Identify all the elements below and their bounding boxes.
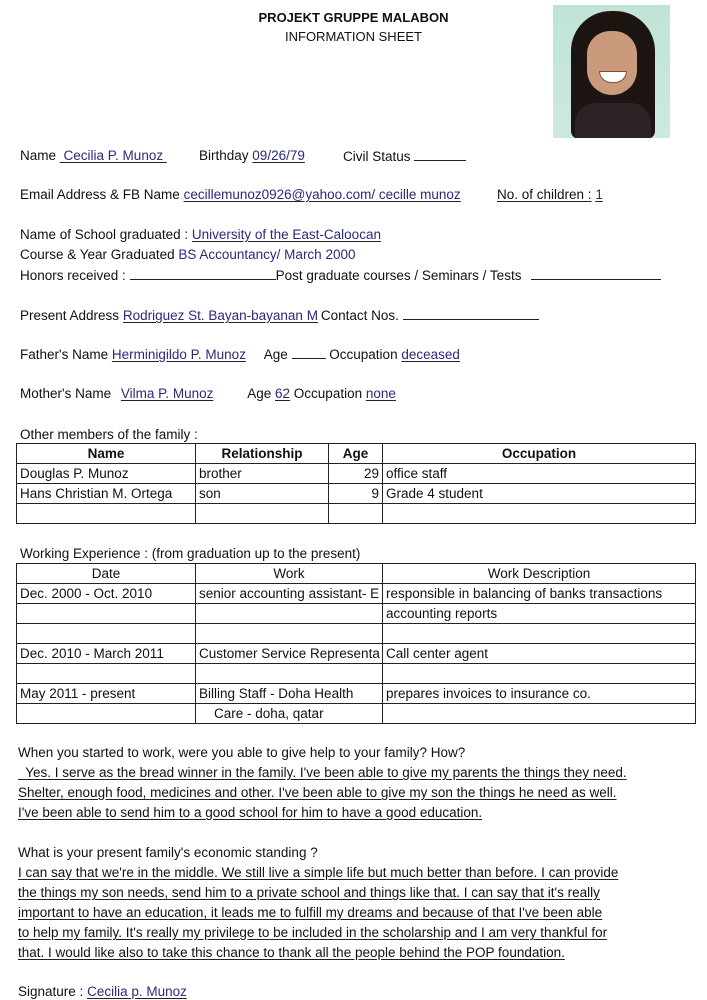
work-cell-work xyxy=(196,664,383,684)
father-value: Herminigildo P. Munoz xyxy=(111,347,246,362)
children-label: No. of children : xyxy=(497,187,592,202)
answer-2-line: the things my son needs, send him to a private school and things like that. I can say that it's really xyxy=(18,885,600,900)
work-cell-description xyxy=(383,624,696,644)
work-cell-description: responsible in balancing of banks transactions xyxy=(383,584,696,604)
table-row xyxy=(17,704,696,724)
work-cell-work xyxy=(196,604,383,624)
children-row xyxy=(497,187,603,202)
family-cell-relationship xyxy=(196,504,329,524)
work-cell-description xyxy=(383,704,696,724)
school-label: Name of School graduated : xyxy=(20,227,189,242)
honors-row xyxy=(20,267,661,283)
answer-1-line: Shelter, enough food, medicines and other. I've been able to give my son the things he need as well. xyxy=(18,785,617,800)
family-cell-age: 9 xyxy=(329,484,383,504)
honors-blank xyxy=(130,267,276,280)
mother-age-label: Age xyxy=(247,386,272,401)
birthday-row xyxy=(199,148,305,163)
work-cell-date xyxy=(17,604,196,624)
answer-2-line: to help my family. It's really my privilege to be included in the scholarship and I am very thankful for xyxy=(18,925,608,940)
work-cell-description: accounting reports xyxy=(383,604,696,624)
mother-row xyxy=(20,386,396,401)
family-cell-name xyxy=(17,504,196,524)
question-2-text: What is your present family's economic standing ? xyxy=(18,845,318,860)
work-cell-description: Call center agent xyxy=(383,644,696,664)
contact-label: Contact Nos. xyxy=(320,308,399,323)
question-1-text: When you started to work, were you able to give help to your family? How? xyxy=(18,745,466,760)
table-row xyxy=(17,624,696,644)
table-row xyxy=(17,584,696,604)
table-row xyxy=(17,484,696,504)
answer-2-line: important to have an education, it leads me to fulfill my dreams and because of that I've been able xyxy=(18,905,603,920)
civil-status-label: Civil Status xyxy=(343,149,411,164)
email-value: cecillemunoz0926@yahoo.com/ cecille munoz xyxy=(183,187,461,202)
work-cell-date xyxy=(17,704,196,724)
birthday-value: 09/26/79 xyxy=(252,148,305,163)
family-cell-occupation xyxy=(383,504,696,524)
mother-age-value: 62 xyxy=(275,386,291,401)
course-row xyxy=(20,247,355,262)
work-cell-work xyxy=(196,624,383,644)
table-row xyxy=(17,644,696,664)
work-cell-date xyxy=(17,664,196,684)
signature-value: Cecilia p. Munoz xyxy=(87,984,187,999)
table-row xyxy=(17,464,696,484)
course-label: Course & Year Graduated xyxy=(20,247,175,262)
family-cell-age: 29 xyxy=(329,464,383,484)
family-table xyxy=(16,443,696,524)
answer-2-line: I can say that we're in the middle. We still live a simple life but much better than before. I can provide xyxy=(18,865,619,880)
family-header-relationship: Relationship xyxy=(196,444,329,464)
work-cell-description: prepares invoices to insurance co. xyxy=(383,684,696,704)
answer-2-line: that. I would like also to take this chance to thank all the people behind the POP foundation. xyxy=(18,945,565,960)
work-caption: Working Experience : (from graduation up to the present) xyxy=(20,546,361,561)
course-value: BS Accountancy/ March 2000 xyxy=(178,247,356,262)
family-cell-age xyxy=(329,504,383,524)
address-label: Present Address xyxy=(20,308,120,323)
mother-label: Mother's Name xyxy=(20,386,112,401)
school-value: University of the East-Caloocan xyxy=(191,227,381,242)
family-header-occupation: Occupation xyxy=(383,444,696,464)
answer-1-line: I've been able to send him to a good school for him to have a good education. xyxy=(18,805,483,820)
mother-value: Vilma P. Munoz xyxy=(120,386,214,401)
family-cell-relationship: brother xyxy=(196,464,329,484)
work-header-date: Date xyxy=(17,564,196,584)
work-header-description: Work Description xyxy=(383,564,696,584)
signature-label: Signature : xyxy=(18,984,84,999)
work-cell-work: senior accounting assistant- E xyxy=(196,584,383,604)
address-value: Rodriguez St. Bayan-bayanan M xyxy=(122,308,318,323)
civil-status-blank xyxy=(414,148,466,161)
contact-blank xyxy=(403,307,539,320)
children-value: 1 xyxy=(595,187,603,202)
table-row xyxy=(17,504,696,524)
applicant-photo xyxy=(553,5,670,138)
email-row xyxy=(20,187,461,202)
work-cell-date: Dec. 2000 - Oct. 2010 xyxy=(17,584,196,604)
work-header-row xyxy=(17,564,696,584)
father-occupation-value: deceased xyxy=(401,347,460,362)
work-cell-date: Dec. 2010 - March 2011 xyxy=(17,644,196,664)
family-cell-occupation: Grade 4 student xyxy=(383,484,696,504)
honors-label: Honors received : xyxy=(20,268,126,283)
family-cell-name: Douglas P. Munoz xyxy=(17,464,196,484)
work-cell-work: Care - doha, qatar xyxy=(196,704,383,724)
family-caption: Other members of the family : xyxy=(20,427,198,442)
school-row xyxy=(20,227,381,242)
table-row xyxy=(17,664,696,684)
work-cell-date: May 2011 - present xyxy=(17,684,196,704)
father-row xyxy=(20,346,460,362)
form-subtitle: INFORMATION SHEET xyxy=(285,29,422,44)
work-header-work: Work xyxy=(196,564,383,584)
family-header-age: Age xyxy=(329,444,383,464)
signature-row xyxy=(18,984,187,999)
family-cell-relationship: son xyxy=(196,484,329,504)
name-value: Cecilia P. Munoz xyxy=(59,148,167,163)
table-row xyxy=(17,684,696,704)
father-age-label: Age xyxy=(263,347,288,362)
name-row xyxy=(20,148,167,163)
family-cell-name: Hans Christian M. Ortega xyxy=(17,484,196,504)
work-cell-work: Billing Staff - Doha Health xyxy=(196,684,383,704)
mother-occupation-value: none xyxy=(365,386,396,401)
work-table xyxy=(16,563,696,724)
father-label: Father's Name xyxy=(20,347,109,362)
birthday-label: Birthday xyxy=(199,148,249,163)
work-cell-work: Customer Service Representa xyxy=(196,644,383,664)
postgrad-label: Post graduate courses / Seminars / Tests xyxy=(275,268,522,283)
email-label: Email Address & FB Name xyxy=(20,187,180,202)
table-row xyxy=(17,604,696,624)
name-label: Name xyxy=(20,148,57,163)
form-title: PROJEKT GRUPPE MALABON xyxy=(258,10,449,25)
work-cell-description xyxy=(383,664,696,684)
family-cell-occupation: office staff xyxy=(383,464,696,484)
answer-1-line: Yes. I serve as the bread winner in the family. I've been able to give my parents the things they need. xyxy=(18,765,627,780)
father-occupation-label: Occupation xyxy=(329,347,398,362)
family-header-name: Name xyxy=(17,444,196,464)
civil-status-row xyxy=(343,148,466,164)
postgrad-blank xyxy=(531,267,661,280)
father-age-blank xyxy=(292,346,326,359)
work-cell-date xyxy=(17,624,196,644)
family-header-row xyxy=(17,444,696,464)
address-row xyxy=(20,307,539,323)
mother-occupation-label: Occupation xyxy=(293,386,363,401)
